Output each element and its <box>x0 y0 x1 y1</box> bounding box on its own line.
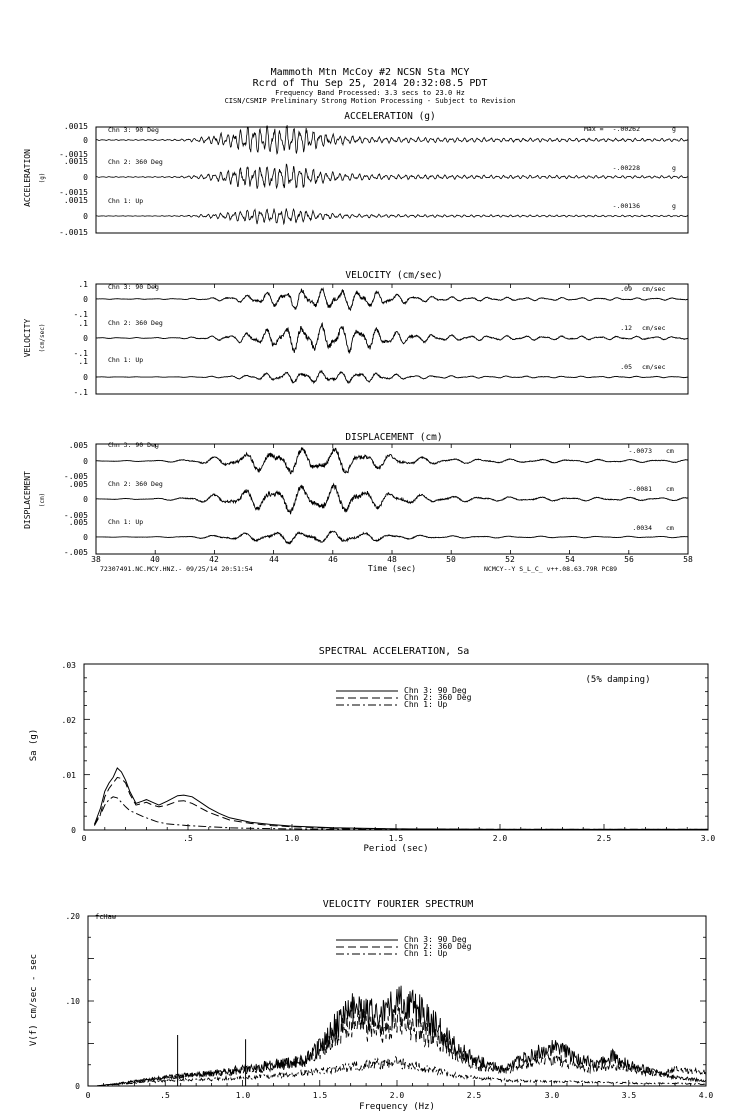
fourier-xtick: 3.0 <box>544 1091 560 1100</box>
peak-unit: g <box>672 202 676 210</box>
legend-label: Chn 2: 360 Deg <box>404 942 472 951</box>
channel-label: Chn 2: 360 Deg <box>108 480 163 488</box>
acceleration-yunit: (g) <box>39 172 46 184</box>
fourier-xtick: 2.5 <box>466 1091 482 1100</box>
ytick-zero: 0 <box>83 373 88 382</box>
peak-value: .12 <box>620 324 632 332</box>
sa-tick-marks <box>84 664 708 830</box>
fourier-xtick: 1.5 <box>312 1091 328 1100</box>
ytick-bottom: -.005 <box>63 472 88 481</box>
fourier-ytick: 0 <box>75 1082 80 1091</box>
fourier-xtick: 1.0 <box>235 1091 251 1100</box>
ytick-zero: 0 <box>83 295 88 304</box>
ytick-bottom: -.1 <box>73 310 88 319</box>
channel-label: Chn 1: Up <box>108 197 144 205</box>
peak-value: -.00262 <box>612 125 640 133</box>
peak-unit: cm <box>666 485 674 493</box>
sa-xtick: 2.0 <box>492 834 508 843</box>
velocity-channel-3 <box>74 356 688 397</box>
sa-ytick: 0 <box>71 826 76 835</box>
peak-value: -.00136 <box>612 202 640 210</box>
time-tick-label: 56 <box>624 555 634 564</box>
velocity-ylabel: VELOCITY <box>23 318 32 358</box>
sa-xtick: .5 <box>183 834 193 843</box>
ytick-bottom: -.1 <box>73 388 88 397</box>
peak-value: -.00228 <box>612 164 640 172</box>
channel-label: Chn 3: 90 Deg <box>108 283 159 291</box>
time-tick-marks <box>96 284 688 554</box>
acceleration-ylabel: ACCELERATION <box>23 149 32 207</box>
ytick-bottom: -.005 <box>63 548 88 557</box>
displacement-ylabel: DISPLACEMENT <box>23 471 32 529</box>
sa-ytick: .01 <box>61 771 76 780</box>
processing-version: NCMCY--Y S_L_C_ v++.08.63.79R PC89 <box>484 565 618 573</box>
peak-value: -.0073 <box>628 447 652 455</box>
acceleration-channel-3 <box>59 196 688 237</box>
waveform-trace <box>96 531 688 544</box>
peak-unit: cm/sec <box>642 324 666 332</box>
channel-label: Chn 2: 360 Deg <box>108 319 163 327</box>
peak-unit: cm <box>666 447 674 455</box>
waveform-trace <box>96 289 688 311</box>
channel-frame <box>96 444 688 554</box>
sa-series-chn2 <box>94 777 708 829</box>
sa-xtick: 2.5 <box>596 834 612 843</box>
sa-title: SPECTRAL ACCELERATION, Sa <box>318 646 470 657</box>
time-tick-label: 44 <box>269 555 279 564</box>
peak-value: .09 <box>620 285 632 293</box>
waveform-trace <box>96 164 688 189</box>
time-tick-label: 58 <box>683 555 693 564</box>
channel-label: Chn 2: 360 Deg <box>108 158 163 166</box>
fourier-xlabel: Frequency (Hz) <box>359 1102 435 1112</box>
time-axis-label: Time (sec) <box>367 564 417 573</box>
sa-series-chn1 <box>94 797 708 830</box>
ytick-top: .005 <box>68 518 88 527</box>
sa-ylabel: Sa (g) <box>29 728 39 762</box>
sa-ytick: .02 <box>61 716 76 725</box>
ytick-bottom: -.0015 <box>59 150 88 159</box>
sa-frame <box>84 664 708 830</box>
ytick-bottom: -.005 <box>63 511 88 520</box>
fourier-title: VELOCITY FOURIER SPECTRUM <box>322 899 474 910</box>
ytick-top: .0015 <box>63 196 88 205</box>
fourier-xtick: 2.0 <box>389 1091 405 1100</box>
peak-unit: cm/sec <box>642 363 666 371</box>
time-tick-label: 48 <box>387 555 397 564</box>
ytick-top: .1 <box>78 319 88 328</box>
peak-value: .05 <box>620 363 632 371</box>
fourier-ytick: .10 <box>65 997 80 1006</box>
station-title: Mammoth Mtn McCoy #2 NCSN Sta MCY <box>270 67 470 78</box>
peak-value: -.0081 <box>628 485 652 493</box>
ytick-zero: 0 <box>83 495 88 504</box>
acceleration-title: ACCELERATION (g) <box>344 111 436 122</box>
fourier-spectrum-panel <box>29 899 713 1112</box>
sa-ytick: .03 <box>61 661 76 670</box>
ytick-top: .1 <box>78 357 88 366</box>
velocity-title: VELOCITY (cm/sec) <box>345 270 443 281</box>
displacement-panel <box>23 284 693 573</box>
fourier-series-chn1 <box>96 1057 706 1086</box>
ytick-bottom: -.1 <box>73 349 88 358</box>
sa-series-chn3 <box>94 768 708 829</box>
channel-frame <box>96 127 688 233</box>
time-tick-label: 40 <box>150 555 160 564</box>
legend-label: Chn 3: 90 Deg <box>404 686 467 695</box>
fourier-xtick: 3.5 <box>621 1091 637 1100</box>
ytick-zero: 0 <box>83 136 88 145</box>
ytick-bottom: -.0015 <box>59 228 88 237</box>
velocity-yunit: (cm/sec) <box>39 323 46 353</box>
displacement-channel-3 <box>64 518 688 557</box>
waveform-trace <box>96 447 688 473</box>
record-time: Rcrd of Thu Sep 25, 2014 20:32:08.5 PDT <box>252 78 488 89</box>
legend-label: Chn 2: 360 Deg <box>404 693 472 702</box>
channel-label: Chn 1: Up <box>108 356 144 364</box>
ytick-top: .1 <box>78 280 88 289</box>
waveform-trace <box>96 323 688 353</box>
time-axis <box>91 555 693 573</box>
peak-unit: g <box>672 164 676 172</box>
fourier-xtick: 0 <box>85 1091 91 1100</box>
acceleration-panel <box>23 111 688 237</box>
peak-unit: g <box>672 125 676 133</box>
fourier-ylabel: V(f) cm/sec - sec <box>29 953 39 1047</box>
ytick-zero: 0 <box>83 334 88 343</box>
legend-label: Chn 3: 90 Deg <box>404 935 467 944</box>
time-tick-label: 38 <box>91 555 101 564</box>
time-tick-label: 42 <box>209 555 219 564</box>
ytick-zero: 0 <box>83 173 88 182</box>
sa-xtick: 3.0 <box>700 834 716 843</box>
legend-label: Chn 1: Up <box>404 949 448 958</box>
fourier-xtick: 4.0 <box>698 1091 714 1100</box>
time-tick-label: 50 <box>446 555 456 564</box>
sa-xtick: 0 <box>81 834 87 843</box>
ytick-top: .0015 <box>63 157 88 166</box>
frequency-band: Frequency Band Processed: 3.3 secs to 23.0 Hz <box>275 89 465 97</box>
sa-xlabel: Period (sec) <box>363 844 429 854</box>
channel-label: Chn 3: 90 Deg <box>108 126 159 134</box>
fourier-corner-note: fcHaw <box>95 913 117 921</box>
legend-label: Chn 1: Up <box>404 700 448 709</box>
damping-note: (5% damping) <box>585 675 651 685</box>
fourier-series-chn2 <box>96 1007 706 1086</box>
sa-xtick: 1.0 <box>284 834 300 843</box>
waveform-trace <box>96 371 688 383</box>
fourier-legend <box>336 935 472 958</box>
ytick-top: .005 <box>68 480 88 489</box>
time-tick-label: 52 <box>505 555 515 564</box>
displacement-channel-2 <box>64 480 688 520</box>
peak-value: .0034 <box>632 524 652 532</box>
peak-unit: cm <box>666 524 674 532</box>
channel-label: Chn 3: 90 Deg <box>108 441 159 449</box>
ytick-zero: 0 <box>83 533 88 542</box>
waveform-trace <box>96 484 688 514</box>
spectral-acceleration-panel <box>29 646 715 854</box>
ytick-zero: 0 <box>83 212 88 221</box>
acceleration-max-prefix: Max = <box>584 125 604 133</box>
fourier-xtick: .5 <box>160 1091 170 1100</box>
fourier-ytick: .20 <box>65 912 80 921</box>
time-tick-label: 54 <box>565 555 575 564</box>
channel-label: Chn 1: Up <box>108 518 144 526</box>
sa-legend <box>336 686 472 709</box>
sa-xtick: 1.5 <box>388 834 404 843</box>
acceleration-channel-2 <box>59 157 688 197</box>
processing-note: CISN/CSMIP Preliminary Strong Motion Processing - Subject to Revision <box>224 97 516 105</box>
time-tick-label: 46 <box>328 555 338 564</box>
peak-unit: cm/sec <box>642 285 666 293</box>
velocity-panel <box>23 270 688 397</box>
waveform-trace <box>96 208 688 224</box>
ytick-bottom: -.0015 <box>59 188 88 197</box>
displacement-title: DISPLACEMENT (cm) <box>345 432 443 443</box>
fourier-series-chn3 <box>96 986 706 1086</box>
ytick-zero: 0 <box>83 457 88 466</box>
displacement-yunit: (cm) <box>39 492 46 508</box>
velocity-channel-2 <box>74 319 688 358</box>
record-id: 72307491.NC.MCY.HNZ.- 09/25/14 20:51:54 <box>100 565 253 573</box>
ytick-top: .005 <box>68 441 88 450</box>
ytick-top: .0015 <box>63 122 88 131</box>
